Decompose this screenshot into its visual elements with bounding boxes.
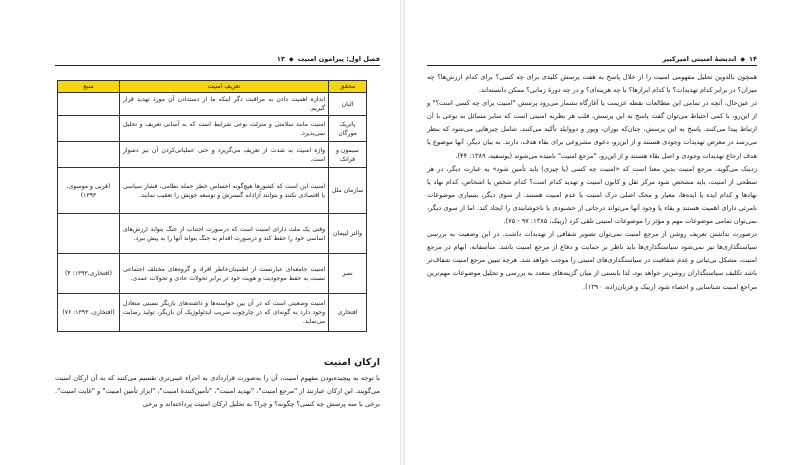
source-cell: (قربی و موسوی، ۱۳۹۳) [58,168,120,214]
table-row [58,116,367,142]
chapter-title: فصل اول: پیرامون امنیت [297,55,380,63]
researcher-cell: سیمون و فرانک [329,142,367,168]
source-cell: (افتخاری،۱۳۹۳: ۴) [58,254,120,294]
definitions-table [57,80,367,332]
definition-cell: امنیت جامعه‌ای عبارتست از اطمینان‌خاطر افراد و گروه‌های مختلف اجتماعی نسبت به حفظ موجودیت و هویت خود در برابر تحولات عادی و تحولات عمدی. [119,254,328,294]
section-title: ارکان امنیت [323,357,380,368]
researcher-cell: والتر لیپمان [329,214,367,254]
diamond-icon: ◆ [288,55,294,63]
page-number-right: ۱۴ [748,55,757,63]
definition-cell: اندازه اهمیت دادن به مراقبت دگر اینکه ما از دستدادن آن مورد تهدید قرار گیریم. [119,93,328,116]
researcher-cell: افتخاری [329,294,367,332]
running-header-right [427,53,757,65]
definition-cell: وقتی یک ملت دارای امنیت است که درصورت اجتناب از جنگ بتواند ارزش‌های اساسی خود را حفظ کند و درصورت اقدام به جنگ بتواند آنها را به پیش ببرد. [119,214,328,254]
page-number-left: ۱۳ [276,55,285,63]
source-cell [58,93,120,116]
column-header-researcher: محقق [329,81,367,93]
book-title: اندیشهٔ امنیتی امیرکبیر [662,55,737,63]
paragraph: زدینک می‌گوید، مرجع امنیت بدین معنا است که «امنیت چه کسی (یا چیزی) باید تأمین شود» به عبارت دیگر، در هر سطحی از امنیت، باید مشخص شود مرکز ثقل و کانون امنیت و تهدید کدام است؟ کدام شخص یا اشخاص، کدام نهاد یا نهادها و کدام ایده یا ایده‌ها، معیار و محک اصلی درک امنیت یا عدم امنیت هستند. از سوی دیگر، بسیاری موضوعات نامرئی دارای اهمیت هستند و بقاء یا وجود آنها می‌تواند درجاتی از خشنودی یا ناخوشایندی را ایجاد کند. اما از سوی دیگر، نمی‌توان تمامی موضوعات مهم و مؤثر را موضوعات امنیتی تلقی کرد (ربیک، ۱۳۸۵: ۹۷ - ۷۵). [427,164,757,226]
left-paragraph [55,372,380,411]
diamond-icon: ◆ [740,55,745,63]
definition-cell: امنیت وضعیتی است که در آن بین خواسته‌ها و داشته‌های بازیگر نسبتی متعادل وجود دارد به گونه‌ای که در چارچوب ضریب ایدئولوژیک آن بازیگر، تولید رضایت می‌نماید. [119,294,328,332]
paragraph: همچون بالدوین تحلیل مفهومی امنیت را از خلال پاسخ به هفت پرسش کلیدی برای چه کسی؟ برای کدام ارزش‌ها؟ چه میزان؟ در برابر کدام تهدیدات؟ با کدام ابزارها؟ با چه هزینه‌ای؟ و در چه دورهٔ زمانی؟ ممکن دانسته‌اند. [427,73,757,95]
left-page [0,0,400,465]
researcher-cell: البان [329,93,367,116]
table-row [58,142,367,168]
paragraph: در عین‌حال، آنچه در تمامی این مطالعات نقطه عزیمت یا آغازگاه بشمار می‌رود پرسش "امنیت برای چه کسی است؟" و از این‌رو، با کمی احتیاط می‌توان گفت پاسخ به این پرسش، قلب هر نظریه امنیتی است که سایر مسائل به نوعی با آن ارتباط پیدا می‌کنند. پاسخ به این پرسش، چنان‌که بوزان، ویور و دووایلد تأکید می‌کنند، شامل چیزهایی می‌شود که بنظر می‌رسد در معرض تهدیدات وجودی هستند و از این‌رو، دعوی مشروعی برای بقاء هدف، دارند. به بیان دیگر، آنها موضوع یا هدف ارجاع تهدیدات وجودی و اصل بقاء هستند و از این‌رو، "مرجع امنیت" نامیده می‌شوند (یوسفیه، ۱۳۸۹: ۴۴). [427,99,757,160]
table-header-row [58,81,367,93]
column-header-definition: تعریف امنیت [119,81,328,93]
table-row [58,254,367,294]
header-rule [427,65,757,66]
paragraph: درصورت نداشتن تعریف روشن از مرجع امنیت نمی‌توان تصویر شفافی از تهدیدات داشت. در این وضعیت به بررسی سیاستگذاری‌ها نیز نمی‌شود سیاستگذاری‌ها باید ناظر بر حمایت و دفاع از مرجع امنیت باشد. متأسفانه، ابهام در مرجع امنیت، مشکل بی‌ثباتی و عدم شفافیت در سیاستگذاری‌های امنیتی را موجب خواهد شد. هرچه تبیین مرجع امنیت شفاف‌تر باشد تکلیف سیاستگذاران روشن‌تر خواهد بود، لذا بایستی از میان گزینه‌های متعدد به بررسی و تحلیل موضوعات مهم‌ترین مراجع امنیت شناسایی و احصاء شود (ربیک و قربان‌زاده، ۱۳۹۰). [427,230,757,291]
definition-cell: امنیت مانند سلامتی و منزلت نوعی شرایط است که به آسانی تعریف و تحلیل نمی‌پذیرد. [119,116,328,142]
column-header-source: منبع [58,81,120,93]
right-body-text [427,71,757,294]
researcher-cell: پاتریک مورگان [329,116,367,142]
source-cell [58,142,120,168]
table-row [58,168,367,214]
source-cell [58,116,120,142]
running-header-left [55,53,380,65]
source-cell [58,214,120,254]
definition-cell: امنیت این است که کشورها هیچ‌گونه احساس خطر حمله نظامی، فشار سیاسی یا اقتصادی نکنند و بتوانند آزادانه گسترش و توسعه خویش را تعقیب نمایند. [119,168,328,214]
header-rule [55,65,380,66]
table-row [58,93,367,116]
definition-cell: واژه امنیت به شدت از تعریف می‌گریزد و حتی عملیاتی‌کردن آن نیز دشوار است. [119,142,328,168]
paragraph: با توجه به پیچیده‌بودن مفهوم امنیت، آن را به‌صورت قراردادی به اجزاء عینی‌تری تقسیم می‌کنند که به آن ارکان امنیت می‌گویند. این ارکان عبارتند از "مرجع امنیت"، "تهدید امنیت"، "تأمین‌کنندهٔ امنیت"، "ابزار تأمین امنیت" و "غایت امنیت". برخی با سه پرسش چه کسی؟ چگونه؟ و چرا؟ به تحلیل ارکان امنیت پرداخته‌اند و برخی [55,374,380,409]
researcher-cell: نصر [329,254,367,294]
right-page [405,0,805,465]
table-row [58,214,367,254]
researcher-cell: سازمان ملل [329,168,367,214]
source-cell: (افتخاری، ۱۳۹۳: ۷۶) [58,294,120,332]
table-row [58,294,367,332]
